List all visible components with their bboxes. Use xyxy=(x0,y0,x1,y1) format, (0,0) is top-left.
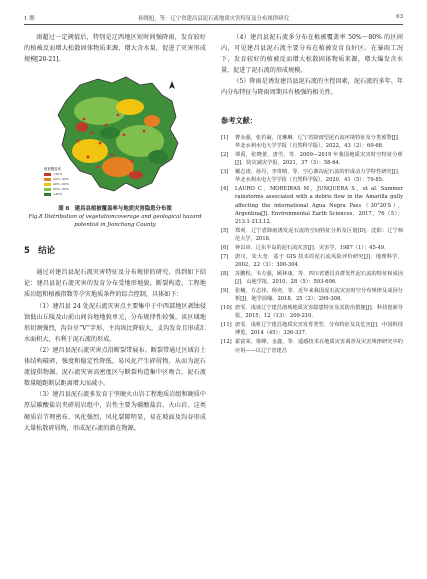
reference-item: [12] 霍富荣，梁峰，金鑫，等．遥感技术在地质灾害调查及灾害规律研究中的应用——以辽宁省建昌 xyxy=(221,339,403,354)
section-title: 5 结论 xyxy=(24,245,55,256)
legend-item: >80% xyxy=(44,192,80,197)
paragraph: （1）建昌县 24 处泥石流灾害点主要集中于中西部地区剥蚀侵蚀低山丘陵及山前山间谷地地貌单元，分布规律性较强。该区域地形切割强烈，沟谷呈“V”字形，主沟纵比降较大，支沟发育且形成汇水面积大，有利于泥石流的形成。 xyxy=(24,302,206,343)
right-column xyxy=(221,32,403,355)
issue-number: 1 期 xyxy=(24,16,35,22)
legend-swatch xyxy=(44,193,51,196)
paragraph: （4）建昌县泥石流多分布在植被覆盖率 50%～80% 的区间内，可见建昌县泥石流主要分布在植被发育良好区。在暴雨工况下，发育较好的植被反而增大松散固体物质来源，增大爆发含水量，促进了泥石流的形成规模。 xyxy=(221,34,403,75)
reference-item: [9] 张楠，方志伟，杨奕，等．近年来我国泥石流灾害时空分布规律及成因分析[J]．地学前缘，2018，25（2）：299-308． xyxy=(221,288,403,303)
reference-item: [10] 唐雯．浅谈辽宁建昌滑坡地质灾害隐患特征及其防治措施[J]．科技创新导报，2015，12（13）：209-210． xyxy=(221,305,403,320)
reference-item: [11] 唐雯．浅析辽宁建昌地质灾害发育类型、分布特征及其危害[J]．中国科技博览，2014（45）：336-337． xyxy=(221,322,403,337)
figure-caption-cn: 图 8 建昌县植被覆盖率与地质灾害隐患分布图 xyxy=(58,206,172,213)
reference-item: [7] 唐川，朱大奎．基于 GIS 技术的泥石流风险评价研究[J]．地理科学，2002，22（3）：300-304． xyxy=(221,253,403,269)
legend-swatch xyxy=(44,178,51,181)
reference-item: [8] 苏鹏程，韦方强，顾林康，等．四川省德昌县群发性泥石流的特征和成因[J]．山地学报，2010，28（5）：593-606． xyxy=(221,270,403,286)
reference-item: [6] 钟以章．辽东半岛的泥石流灾害[J]．灾害学，1987（1）：45-49． xyxy=(221,245,390,252)
running-title: 孙晓旭，等：辽宁省建昌县泥石流地质灾害特征及分布规律研究 xyxy=(138,16,289,22)
reference-item: [4] LAURO C，MOREIRAS M，JUNQUERA S，et al. Summer rainstorms associated with a debris flow in the Amarilla gully affecting the international Agua Negra Pass（30°20′S），Argentina[J]. Environmental Earth Sciences，2017，76（5）：213.1-213.12． xyxy=(221,185,403,226)
vegetation-map xyxy=(40,71,190,203)
map-legend xyxy=(44,167,80,197)
paragraph: （2）建昌县泥石流灾害点沿断裂带展布。断裂带通过区域岩土体结构破碎，强度和稳定性降低，易风化产生碎屑物，从而为泥石流提供物源。泥石流灾害高密度区与断裂构造集中区吻合，泥石流数量随距断层距离增大而减小。 xyxy=(24,346,206,388)
legend-item: <20% xyxy=(44,172,80,177)
figure-caption-en: Fig.8 Distribution of vegetationcoverage and geological hazard potential in Jianchang County xyxy=(28,214,202,229)
reference-item: [3] 戴志涛，孙丹，李贵晴，等．空心寨沟泥石流的形成动力学特性研究[J]．华北水利水电大学学报（自然科学版），2020，41（5）：79-85． xyxy=(221,168,403,184)
figure-8 xyxy=(24,71,206,229)
paragraph: 通过对建昌县泥石流灾害特征及分布规律的研究，得到如下结论：建昌县泥石流灾害的发育分布受地形地貌、断裂构造、工程地质岩组和植被指数等孕灾地质条件的综合控制，具体如下： xyxy=(24,269,206,299)
legend-swatch xyxy=(44,188,51,191)
legend-item: 60%~80% xyxy=(44,187,80,192)
left-column xyxy=(24,32,206,434)
legend-swatch xyxy=(44,173,51,176)
north-arrow xyxy=(169,81,175,89)
reference-item: [5] 郑爽．辽宁省降雨诱发泥石流的空间特征分析及区划[D]．沈阳：辽宁师范大学，2018． xyxy=(221,227,403,243)
reference-item: [2] 谭禹，张晓蕾，唐雪，等．2009—2019 年我国地质灾害时空特征分析[J]．防灾减灾学报，2021，37（3）：58-64． xyxy=(221,151,403,167)
running-head xyxy=(24,14,403,25)
paragraph: 雨超过一定阈值后，特别是辽西地区短时间强降雨，发育较好的植被反而增大松散固体物质来源，增大含水量，促进了灾害形成规模[20-21]。 xyxy=(24,34,206,64)
references-title: 参考文献： xyxy=(221,115,257,125)
legend-swatch xyxy=(44,183,51,186)
legend-item: 40%~60% xyxy=(44,182,80,187)
reference-list xyxy=(221,134,403,355)
paragraph: （3）建昌县泥石流多发育于坚硬火山岩工程地质岩组和硬质中厚层碳酸盐岩夹碎屑岩组中，岩性主要为碳酸盐岩、火山岩。这类硬质岩节理密布，风化强烈，风化裂隙明显，易在坡面及沟谷形成大量松散碎屑物，形成泥石流的潜在物源。 xyxy=(24,391,206,432)
paragraph: （5）降雨是诱发建昌县泥石流的主控因素，泥石流的多年、年内分布特征与降雨周期具有极强的相关性。 xyxy=(221,78,403,97)
legend-item: 20%~40% xyxy=(44,177,80,182)
legend-title: 植被覆盖率 xyxy=(44,167,61,172)
reference-item: [1] 曹永强，张若凝，范琳琳．辽宁省降雨型泥石流环境特征及分类预警[J]．华北水利水电大学学报（自然科学版），2022，43（2）：60-68． xyxy=(221,134,403,149)
page-number: 63 xyxy=(396,14,403,20)
